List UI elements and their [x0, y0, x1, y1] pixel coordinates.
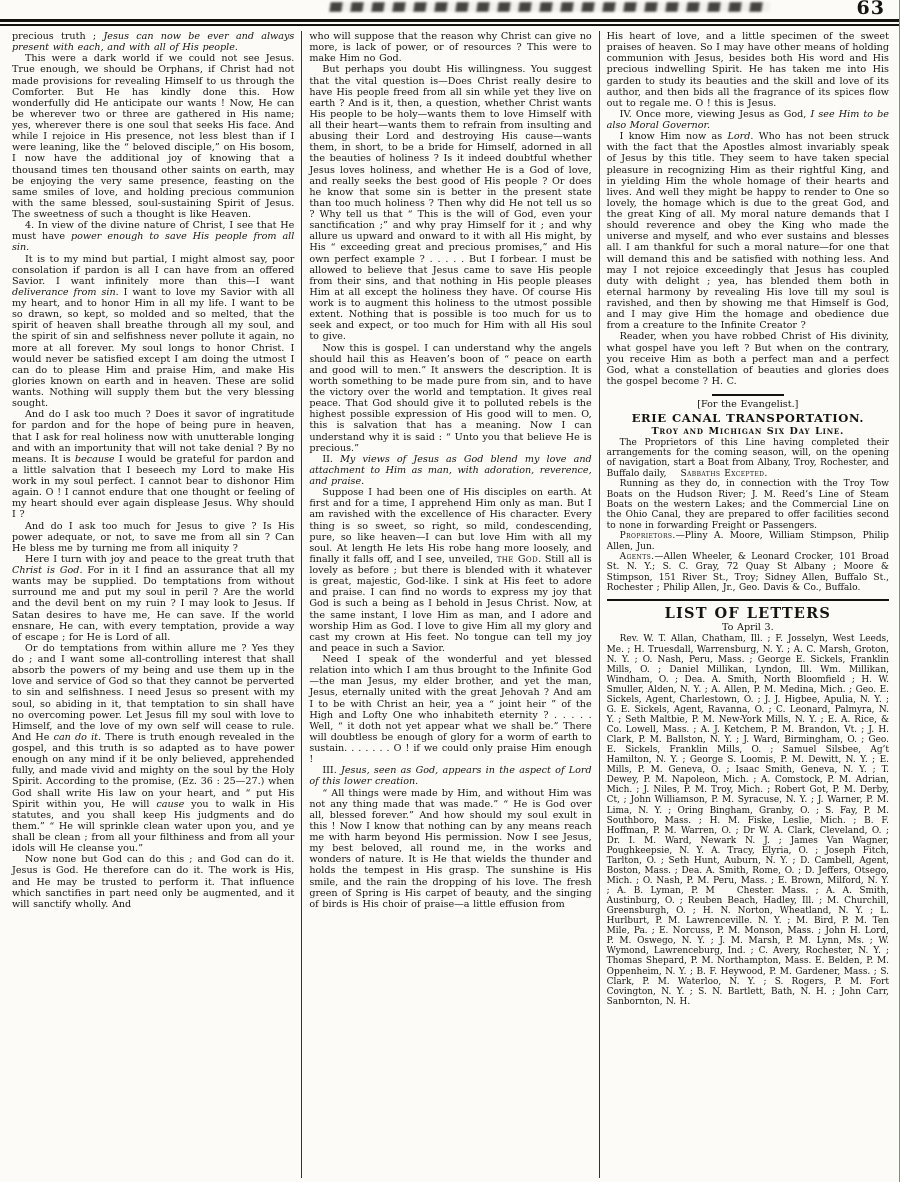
column-middle	[302, 31, 598, 1178]
page-number: 63	[856, 0, 885, 19]
paragraph: Now this is gospel. I can understand why the angels should hail this as Heaven’s boon of “ peace on earth and good will to men.” It answers the description. It is worth something to be made pure from sin, and to have the victory over the world and temptation. It gives real peace. That God should give it to polluted rebels is the highest possible expression of His good will to men. O, this is salvation that has a meaning. Now I can understand why it is said : “ Unto you that believe He is precious.”	[309, 342, 592, 454]
section-2-heading: II. My views of Jesus as God blend my love and attachment to Him as man, with adoration, reverence, and praise.	[309, 453, 592, 487]
paragraph: Suppose I had been one of His disciples on earth. At first and for a time, I apprehend Him only as man. But I am ravished with the excellence of His character. Every thing is so sweet, so right, so mild, condescending, pure, so like heaven—I can but love Him with all my soul. At length He lets His robe hang more loosely, and finally it falls off, and I see, unveiled, the God. Still all is lovely as before ; but there is blended with it whatever is great, majestic, God-like. I sink at His feet to adore and praise. I can find no words to express my joy that God is such a being as I behold in Jesus Christ. Now, at the same instant, I love Him as man, and I adore and worship Him as God. I love to give Him all my glory and cast my crown at His feet. No tongue can tell my joy and peace in such a Savior.	[309, 487, 592, 654]
paragraph: It is to my mind but partial, I might almost say, poor consolation if pardon is all I can have from an offered Savior. I want infinitely more than this—I want deliverance from sin. I want to love my Savior with all my heart, and to honor Him in all my life. I want to be so drawn, so kept, so molded and so melted, that the spirit of heaven shall breathe through all my soul, and the spirit of sin and selfishness never pollute it again, no more at all forever. My soul longs to honor Christ. I would never be satisfied except I am doing the utmost I can do to please Him and praise Him, and make His glories known on earth and in heaven. These are solid wants. Nothing will supply them but the very blessing sought.	[12, 253, 295, 410]
paragraph: Running as they do, in connection with the Troy Tow Boats on the Hudson River; J. M. Reed’s Line of Steam Boats on the western Lakes; and the Commercial Line on the Ohio Canal, they are prepared to offer facilities second to none in forwarding Freight or Passengers.	[606, 479, 889, 531]
column-three-continuation: His heart of love, and a little specimen of the sweet praises of heaven. So I may have other means of holding communion with Jesus, besides both His word and His precious indwelling Spirit. He has taken me into His garden to study its beauties and the skill and love of its author, and then bids all the fragrance of its spices flow out to regale me. O ! this is Jesus.	[606, 31, 889, 109]
column-left	[5, 31, 301, 1178]
paragraph: But perhaps you doubt His willingness. You suggest that the vital question is—Does Christ really desire to have His people freed from all sin while yet they live on earth ? And is it, then, a question, whether Christ wants His people to be holy—wants them to love Himself with all their heart—wants them to refrain from insulting and abusing their Lord and destroying His cause—wants them, in short, to be a bride for Himself, adorned in all the beauties of holiness ? Is it indeed doubtful whether Jesus loves holiness, and whether He is a God of love, and really seeks the best good of His people ? Or does he know that some sin is better in the present state than too much holiness ? Then why did He not tell us so ? Why tell us that “ This is the will of God, even your sanctification ;” and why pray Himself for it ; and why allure us upward and onward to it with all His might, by His “ exceeding great and precious promises,” and His own perfect example ? . . . . . But I forbear. I must be allowed to believe that Jesus came to save His people from their sins, and that nothing in His people pleases Him at all except the holiness they have. Of course His work is to augment this holiness to the utmost possible extent. Nothing that is possible is too much for us to seek and expect, or too much for Him with all His soul to give.	[309, 64, 592, 343]
column-right	[600, 31, 896, 1178]
paragraph: “ All things were made by Him, and without Him was not any thing made that was made.” “ He is God over all, blessed forever.” And how should my soul exult in this ! Now I know that nothing can by any means reach me with harm beyond His permission. Now I see Jesus, my best beloved, all round me, in the works and wonders of nature. It is He that wields the thunder and holds the tempest in His grasp. The sunshine is His smile, and the rain the dropping of his love. The fresh green of Spring is His carpet of beauty, and the singing of birds is His choir of praise—a little effusion from	[309, 787, 592, 910]
agents-line: Agents.—Allen Wheeler, & Leonard Crocker, 101 Broad St. N. Y.; S. C. Gray, 72 Quay St Albany ; Moore & Stimpson, 151 River St., Troy; Sidney Allen, Buffalo St., Rochester ; Philip Allen, Jr., Geo. Davis & Co., Buffalo.	[606, 551, 889, 594]
column-two-continuation: who will suppose that the reason why Christ can give no more, is lack of power, or of resources ? This were to make Him no God.	[309, 31, 592, 65]
proprietors-line: Proprietors.—Pliny A. Moore, William Stimpson, Philip Allen, Jun.	[606, 531, 889, 552]
column-layout	[0, 26, 899, 1178]
troy-michigan-subheading: Troy and Michigan Six Day Line.	[651, 425, 845, 437]
section-4-heading-col3: IV. Once more, viewing Jesus as God, I see Him to be also Moral Governor.	[606, 108, 889, 131]
paragraph: And do I ask too much for Jesus to give ? Is His power adequate, or not, to save me from all sin ? Can He bless me by turning me from all iniquity ?	[12, 520, 295, 554]
paragraph: Here I turn with joy and peace to the great truth that Christ is God. For in it I find an assurance that all my wants may be supplied. Do temptations from without surround me and put my soul in peril ? Are the world and the devil bent on my ruin ? I may look to Jesus. If Satan desires to have me, He can save. If the world ensnare, He can, with every temptation, provide a way of escape ; for He is Lord of all.	[12, 553, 295, 643]
for-the-evangelist-line: [For the Evangelist.]	[697, 399, 799, 410]
paragraph: This were a dark world if we could not see Jesus. True enough, we should be Orphans, if Christ had not made provisions for revealing Himself to us through the Comforter. But He has kindly done this. How wonderfully did He anticipate our wants ! Now, He can be wherever two or three are gathered in His name; yes, wherever there is one soul that seeks His face. And while I rejoice in His presence, not less blest than if I were leaning, like the “ beloved disciple,” on His bosom, I now have the additional joy of knowing that a thousand times ten thousand other saints on earth, may be enjoying the very same presence, feasting on the same smiles of love, and holding precious communion with the same blessed, soul-sustaining Spirit of Jesus. The sweetness of such a thought is like Heaven.	[12, 53, 295, 220]
article-signature-paragraph: Reader, when you have robbed Christ of His divinity, what gospel have you left ? But when on the contrary, you receive Him as both a perfect man and a perfect God, what a constellation of beauties and glories does the gospel become ? H. C.	[606, 331, 889, 387]
paragraph: Now none but God can do this ; and God can do it. Jesus is God. He therefore can do it. The work is His, and He may be trusted to perform it. That influence which sanctifies in part need only be augmented, and it will sanctify wholly. And	[12, 854, 295, 910]
paragraph: And do I ask too much ? Does it savor of ingratitude for pardon and for the hope of being pure in heaven, that I ask for real holiness now with unutterable longing and with an importunity that will not take denial ? By no means. It is because I would be grateful for pardon and a little salvation that I beseech my Lord to make His work in my soul perfect. I cannot bear to dishonor Him again. O ! I cannot endure that one thought or feeling of my heart should ever again displease Jesus. Why should I ?	[12, 409, 295, 521]
paragraph: Need I speak of the wonderful and yet blessed relation into which I am thus brought to the Infinite God—the man Jesus, my elder brother, and yet the man, Jesus, eternally united with the great Jehovah ? And am I to be with Christ an heir, yea a “ joint heir ” of the High and Lofty One who inhabiteth eternity ? . . . . . Well, “ it doth not yet appear what we shall be.” There will doubtless be enough of glory for a worm of earth to sustain. . . . . . . O ! if we could only praise Him enough !	[309, 654, 592, 766]
list-of-letters-heading: LIST OF LETTERS	[664, 604, 831, 622]
erie-canal-heading: ERIE CANAL TRANSPORTATION.	[631, 411, 865, 426]
paragraph: Or do temptations from within allure me ? Yes they do ; and I want some all-controlling interest that shall absorb the powers of my being and use them up in the love and service of God so that they cannot be perverted to sin and selfishness. I need Jesus so present with my soul, so abiding in it, that temptation to sin shall have no overcoming power. Let Jesus fill my soul with love to Himself, and the love of my own self will cease to rule. And He can do it. There is truth enough revealed in the gospel, and this truth is so adapted as to have power enough on any mind if it be only believed, apprehended fully, and made vivid and mighty on the soul by the Holy Spirit. According to the promise, (Ez. 36 : 25—27.) when God shall write His law on your heart, and “ put His Spirit within you, He will cause you to walk in His statutes, and you shall keep His judgments and do them.” “ He will sprinkle clean water upon you, and ye shall be clean ; from all your filthiness and from all your idols will He cleanse you.”	[12, 642, 295, 855]
article-continuation-opening: precious truth ; Jesus can now be ever and always present with each, and with all of His people.	[12, 31, 295, 54]
to-april-3-line: To April 3.	[721, 622, 774, 634]
section-3-heading: III. Jesus, seen as God, appears in the aspect of Lord of this lower creation.	[309, 765, 592, 788]
header-double-rule	[0, 19, 899, 26]
section-4-heading: 4. In view of the divine nature of Christ, I see that He must have power enough to save His people from all sin.	[12, 220, 295, 254]
letters-list: Rev. W. T. Allan, Chatham, Ill. ; F. Josselyn, West Leeds, Me. ; H. Truesdall, Warrensburg, N. Y. ; A. C. Marsh, Groton, N. Y. ; O. Nash, Peru, Mass. ; George E. Sickels, Franklin Mills, O. ; Daniel Millikan, Lyndon, Ill. Wm. Millikan, Windham, O. ; Dea. A. Smith, North Bloomfield ; H. W. Smuller, Alden, N. Y. ; A. Allen, P. M. Medina, Mich. ; Geo. E. Sickels, Agent, Charlestown, O. ; J. J. Higbee, Apulia, N. Y. ; G. E. Sickels, Agent, Ravanna, O. ; C. Leonard, Palmyra, N. Y. ; Seth Maltbie, P. M. New-York Mills, N. Y. ; E. A. Rice, & Co. Lowell, Mass. ; A. J. Ketchem, P. M. Brandon, Vt. ; J. H. Clark, P. M. Ballston, N. Y. ; J. Ward, Birmingham, O. ; Geo. E. Sickels, Franklin Mills, O. ; Samuel Silsbee, Ag’t Hamilton, N. Y. ; George S. Loomis, P. M. Dewitt, N. Y. ; E. Mills, P. M. Geneva, O. ; Isaac Smith, Geneva, N. Y. ; T. Dewey, P. M. Napoleon, Mich. ; A. Comstock, P. M. Adrian, Mich. ; J. Niles, P. M. Troy, Mich. ; Robert Got, P. M. Derby, Ct, ; John Williamson, P. M. Syracuse, N. Y. ; J. Warner, P. M. Lima, N. Y. ; Oring Bingham, Granby, O. ; S. Fay, P. M. Southboro, Mass. ; H. M. Fiske, Leslie, Mich. ; B. F. Hoffman, P. M. Warren, O. ; Dr W. A. Clark, Cleveland, O. ; Dr. I. M. Ward, Newark N. J. ; James Van Wagner, Poughkeepsie, N. Y. A. Tracy, Elyria, O. ; Joseph Fitch, Tarlton, O. ; Seth Hunt, Auburn, N. Y. ; D. Cambell, Agent, Boston, Mass. ; Dea. A. Smith, Rome, O. ; D. Jeffers, Otsego, Mich. ; O. Nash, P. M. Peru, Mass. ; E. Brown, Milford, N. Y. ; A. B. Lyman, P. M Chester. Mass. ; A. A. Smith, Austinburg, O. ; Reuben Beach, Hadley, Ill. ; M. Churchill, Greensburgh, O. ; H. N. Norton, Wheatland, N. Y. ; L. Hurlburt, P. M. Lawrenceville. N. Y. ; M. Bird, P. M. Ten Mile, Pa. ; E. Norcuss, P. M. Monson, Mass. ; John H. Lord, P. M. Oswego, N. Y. ; J. M. Marsh, P. M. Lynn, Ms. ; W. Wymond, Lawrenceburg, Ind. ; C. Avery, Rochester, N. Y. ; Thomas Shepard, P. M. Northampton, Mass. E. Belden, P. M. Oppenheim, N. Y. ; B. F. Heywood, P. M. Gardener, Mass. ; S. Clark, P. M. Waterloo, N. Y. ; S. Rogers, P. M. Fort Covington, N. Y. ; S. N. Bartlett, Bath, N. H. ; John Carr, Sanbornton, N. H.	[606, 634, 889, 1007]
letters-section-rule	[607, 599, 889, 603]
paragraph: I know Him now as Lord. Who has not been struck with the fact that the Apostles almost invariably speak of Jesus by this title. They seem to have taken special pleasure in recognizing Him as their rightful King, and in yielding Him the whole homage of their hearts and lives. And well they might be happy to render to One so lovely, the homage which is due to the great God, and the great King of all. My moral nature demands that I should reverence and obey the King who made the universe and myself, and who ever sustains and blesses all. I am thankful for such a moral nature—for one that will demand this and be satisfied with nothing less. And may I not rejoice exceedingly that Jesus has coupled duty with delight ; yea, has blended them both in eternal harmony by revealing His love till my soul is ravished, and then by showing me that Himself is God, and I may give Him the homage and obedience due from a creature to the Infinite Creator ?	[606, 131, 889, 332]
masthead-remnant-print	[329, 2, 770, 12]
paragraph: The Proprietors of this Line having completed their arrangements for the coming season, will, on the opening of navigation, start a Boat from Albany, Troy, Rochester, and Buffalo daily, Sabbaths Excepted.	[606, 437, 889, 479]
section-divider-rule	[712, 394, 784, 396]
masthead	[0, 0, 899, 19]
